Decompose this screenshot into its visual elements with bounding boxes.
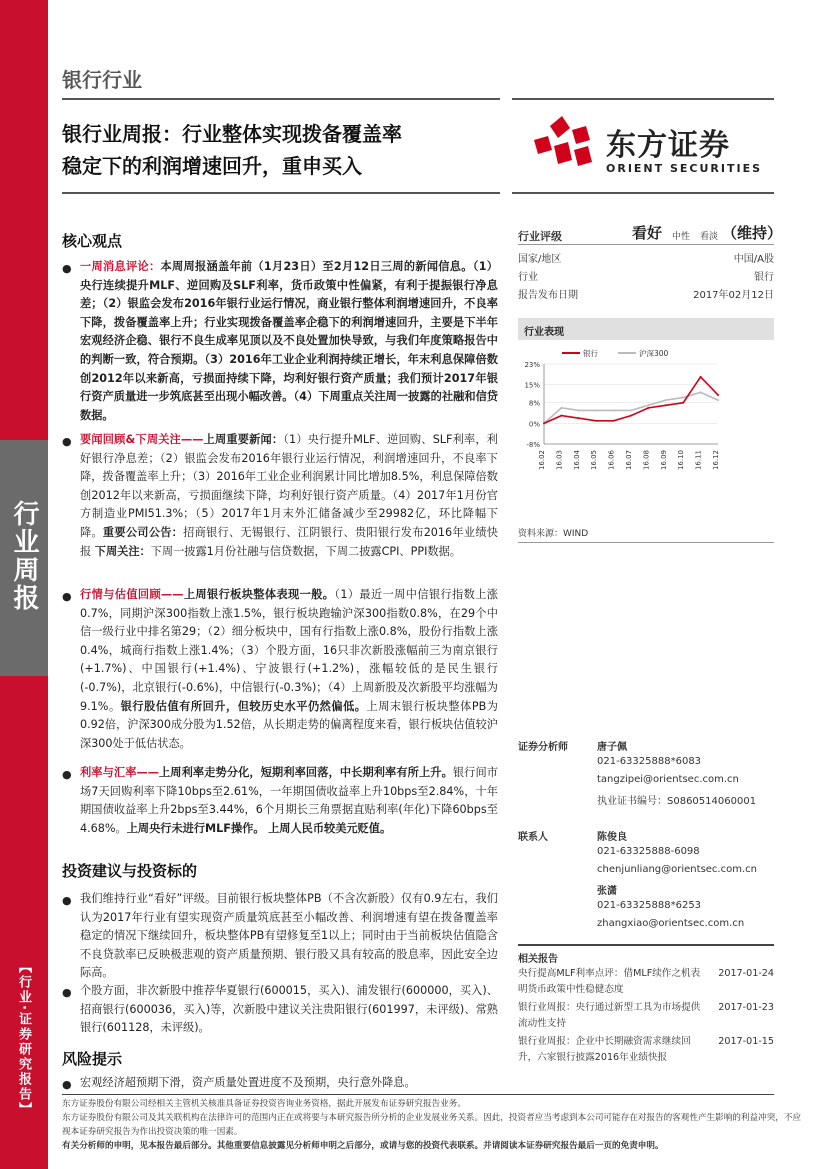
text-run: 重要公司公告：	[102, 525, 184, 539]
investment-heading: 投资建议与投资标的	[62, 862, 198, 880]
divider	[62, 1094, 774, 1095]
rating-label: 行业评级	[518, 230, 562, 243]
rating-row-value: 银行	[754, 272, 774, 283]
text-run: （1）央行提升MLF、逆回购、SLF利率，利好银行净息差；（2）银监会发布2016年银行业运行情况，利润增速回升，不良率下降，拨备覆盖率上升；（3）2016年工业企业利润累计同比增加8.5%，利息保障倍数创2012年以来新高，亏损面继续下降，均利好银行资产质量。（4）2017年1月份官方制造业PMI51.3%；（5）2017年1月末外汇储备减少至29982亿，环比降幅下降。	[80, 433, 498, 539]
report-title: 银行业周报：行业整体实现拨备覆盖率 稳定下的利润增速回升，重申买入	[62, 122, 402, 178]
rating-maintain: （维持）	[722, 224, 783, 242]
contact-phone: 021-63325888*6253	[597, 900, 702, 911]
data-point	[647, 404, 649, 406]
rating-option-neutral: 中性	[672, 232, 691, 242]
risk-text: 宏观经济超预期下滑，资产质量处置进度不及预期，央行意外降息。	[80, 1076, 416, 1089]
data-point	[665, 399, 667, 401]
text-run: 招商银行、无锡银行、江阴银行、贵阳银行发布2016年业绩快报	[80, 525, 498, 558]
rating-row-value: 2017年02月12日	[693, 290, 774, 301]
x-tick-label: 16.02	[538, 450, 546, 471]
orient-logo-icon	[528, 116, 600, 176]
divider	[62, 98, 500, 100]
performance-heading: 行业表现	[518, 318, 774, 340]
text-run: 上周利率走势分化，短期利率回落，中长期利率有所上升。	[158, 766, 453, 779]
related-report-title[interactable]: 银行业周报：企业中长期融资需求继续回升，六家银行披露2016年业绩快报	[518, 1036, 691, 1063]
rating-row-key: 行业	[518, 272, 538, 283]
sector-label: 银行行业	[62, 68, 142, 92]
bullet-icon: ●	[62, 262, 72, 275]
text-run: 上周银行板块整体表现一般。	[183, 588, 335, 601]
analyst-email[interactable]: tangzipei@orientsec.com.cn	[597, 774, 739, 785]
data-point	[578, 417, 580, 419]
x-tick-label: 16.04	[572, 450, 581, 471]
data-point	[613, 409, 615, 411]
divider	[512, 192, 774, 194]
data-point	[560, 407, 562, 409]
rating-option-negative: 看淡	[700, 232, 719, 242]
text-run: 银行股估值有所回升，但较历史水平仍然偏低。	[120, 699, 367, 713]
rating-row-key: 报告发布日期	[518, 290, 578, 301]
related-report-date: 2017-01-23	[718, 1002, 774, 1013]
data-point	[595, 420, 597, 422]
data-point	[700, 391, 702, 393]
related-report-title[interactable]: 银行业周报：央行通过新型工具为市场提供流动性支持	[518, 1002, 701, 1029]
report-type-tab	[0, 440, 48, 676]
contact-name: 张潇	[597, 886, 617, 897]
data-point	[717, 394, 719, 396]
y-tick-label: 15%	[524, 381, 540, 390]
bullet-icon: ●	[62, 986, 72, 999]
analyst-phone: 021-63325888*6083	[597, 756, 702, 767]
y-tick-label: 23%	[524, 361, 540, 369]
core-views-heading: 核心观点	[62, 232, 123, 250]
report-type-label: 行业周报	[9, 500, 39, 612]
core-point-1	[80, 258, 498, 425]
rating-row-value: 中国/A股	[733, 254, 774, 265]
bullet-icon: ●	[62, 590, 72, 603]
data-point	[630, 415, 632, 417]
data-point	[543, 422, 545, 424]
x-tick-label: 16.07	[625, 450, 633, 471]
core-point-2	[80, 431, 498, 561]
x-tick-label: 16.05	[590, 450, 599, 471]
x-tick-label: 16.10	[677, 450, 686, 471]
y-tick-label: -8%	[526, 441, 540, 449]
data-point	[682, 402, 684, 404]
text-run: 要闻回顾&下周关注——	[80, 433, 204, 446]
contact-email[interactable]: chenjunliang@orientsec.com.cn	[597, 864, 757, 875]
performance-chart	[518, 342, 728, 492]
core-point-3	[80, 586, 498, 753]
data-point	[665, 404, 667, 406]
legend-label: 沪深300	[639, 349, 669, 358]
legend-label: 银行	[583, 349, 598, 358]
rating-value: 看好	[632, 224, 663, 242]
related-report-title[interactable]: 央行提高MLF利率点评：借MLF续作之机表明货币政策中性稳健态度	[518, 968, 701, 995]
y-tick-label: 8%	[528, 399, 540, 408]
analyst-cert: 执业证书编号：S0860514060001	[597, 796, 757, 807]
report-category-label: 【行业·证券研究报告】	[16, 960, 31, 1117]
series-line	[544, 392, 718, 423]
text-run: 下周一披露1月份社融与信贷数据，下周二披露CPI、PPI数据。	[150, 544, 461, 558]
contact-name: 陈俊良	[597, 832, 627, 843]
divider	[512, 98, 774, 100]
text-run: 上周央行未进行MLF操作。	[126, 821, 265, 835]
data-point	[578, 409, 580, 411]
contact-phone: 021-63325888-6098	[597, 846, 700, 857]
related-heading: 相关报告	[518, 954, 558, 965]
related-report-date: 2017-01-15	[718, 1036, 774, 1047]
text-run: 上周重要新闻：	[203, 433, 284, 446]
investment-point-1: 我们维持行业“看好”评级。目前银行板块整体PB（不含次新股）仅有0.9左右，我们认为2017年行业有望实现资产质量筑底甚至小幅改善、利润增速有望在拨备覆盖率稳定的情况下继续回升，板块整体PB有望修复至1以上；同时由于当前板块估值隐含不良贷款率已反映极悲观的资产质量预期、银行股又具有较高的股息率，因此安全边际高。	[80, 892, 498, 980]
text-run: 下周关注：	[94, 544, 151, 558]
divider	[62, 192, 500, 194]
text-run: 本周周报涵盖年前（1月23日）至2月12日三周的新闻信息。（1）央行连续提升MLF、逆回购及SLF利率，货币政策中性偏紧，有利于提振银行净息差；（2）银监会发布2016年银行业运行情况，商业银行整体利润增速回升，不良率下降，拨备覆盖率上升；行业实现拨备覆盖率企稳下的利润增速回升，主要是下半年宏观经济企稳、银行不良生成率见顶以及不良处置加快导致，与我们年度策略报告中的判断一致，符合预期。（3）2016年工业企业利润持续正增长，年末利息保障倍数创2012年以来新高，亏损面持续下降，均利好银行资产质量；我们预计2017年银行资产质量进一步筑底甚至出现小幅改善。（4）下周重点关注周一披露的社融和信贷数据。	[80, 260, 498, 422]
risk-heading: 风险提示	[62, 1050, 123, 1068]
bullet-icon: ●	[62, 768, 72, 781]
x-tick-label: 16.12	[712, 450, 720, 471]
bullet-icon: ●	[62, 435, 72, 448]
logo-text-cn: 东方证券	[606, 128, 730, 163]
core-point-4	[80, 764, 498, 838]
contact-email[interactable]: zhangxiao@orientsec.com.cn	[597, 918, 745, 929]
bullet-icon: ●	[62, 1078, 72, 1091]
data-point	[630, 409, 632, 411]
data-point	[700, 376, 702, 378]
disclaimer: 东方证券股份有限公司经相关主管机关核准具备证券投资咨询业务资格，据此开展发布证券研究报告业务。 东方证券股份有限公司及其关联机构在法律许可的范围内正在或将要与本研究报告所分析的企业发展业务关系。因此，投资者应当考虑到本公司可能存在对报告的客观性产生影响的利益冲突，不应视本证券研究报告为作出投资决策的唯一因素。 有关分析师的申明，见本报告最后部分。其他重要信息披露见分析师申明之后部分，或请与您的投资代表联系。并请阅读本证券研究报告最后一页的免责申明。	[62, 1099, 802, 1151]
divider	[518, 542, 774, 543]
divider	[518, 244, 774, 245]
data-point	[560, 415, 562, 417]
rating-row-key: 国家/地区	[518, 254, 562, 265]
data-point	[613, 420, 615, 422]
text-run: 上周末银行板块整体PB为0.92倍，沪深300成分股为1.52倍，从长期走势的偏离程度来看，银行板块估值较沪深300处于低估状态。	[80, 699, 498, 750]
investment-point-2: 个股方面，非次新股中推荐华夏银行(600015，买入)、浦发银行(600000，买入)、招商银行(600036，买入)等，次新股中建议关注贵阳银行(601997，未评级)、常熟银行(601128，未评级)。	[80, 984, 498, 1035]
text-run: 上周人民币较美元贬值。	[268, 821, 392, 835]
divider	[518, 944, 774, 946]
text-run: 一周消息评论：	[80, 260, 161, 273]
data-point	[717, 399, 719, 401]
data-point	[682, 397, 684, 399]
data-point	[595, 409, 597, 411]
analyst-label: 证券分析师	[518, 742, 568, 753]
x-tick-label: 16.06	[607, 450, 616, 471]
data-point	[647, 407, 649, 409]
text-run: 行情与估值回顾——	[80, 588, 184, 601]
x-tick-label: 16.09	[659, 450, 668, 471]
text-run: （1）最近一周中信银行指数上涨0.7%，同期沪深300指数上涨1.5%，银行板块跑输沪深300指数0.8%，在29个中信一级行业中排名第29；（2）细分板块中，国有行指数上涨0.8%，股份行指数上涨0.4%，城商行指数上涨1.4%；（3）个股方面，16只非次新股涨幅前三为南京银行(+1.7%)、中国银行(+1.4%)、宁波银行(+1.2%)，涨幅较低的是民生银行(-0.7%)，北京银行(-0.6%)，中信银行(-0.3%)；（4）上周新股及次新股平均涨幅为9.1%。	[80, 588, 498, 713]
chart-source: 资料来源：WIND	[518, 529, 589, 539]
y-tick-label: 0%	[528, 420, 540, 429]
x-tick-label: 16.03	[555, 450, 564, 471]
x-tick-label: 16.11	[694, 450, 703, 471]
contact-label: 联系人	[518, 832, 548, 843]
text-run: 利率与汇率——	[80, 766, 159, 779]
bullet-icon: ●	[62, 894, 72, 907]
text-run: 银行间市场7天回购利率下降10bps至2.61%，一年期国债收益率上升10bps至2.84%，十年期国债收益率上升2bps至3.44%，6个月期长三角票据直贴利率(年化)下降60bps至4.68%。	[80, 766, 498, 835]
logo-text-en: ORIENT SECURITIES	[606, 162, 763, 175]
x-tick-label: 16.08	[642, 450, 651, 471]
analyst-name: 唐子佩	[597, 742, 627, 753]
related-report-date: 2017-01-24	[718, 968, 774, 979]
